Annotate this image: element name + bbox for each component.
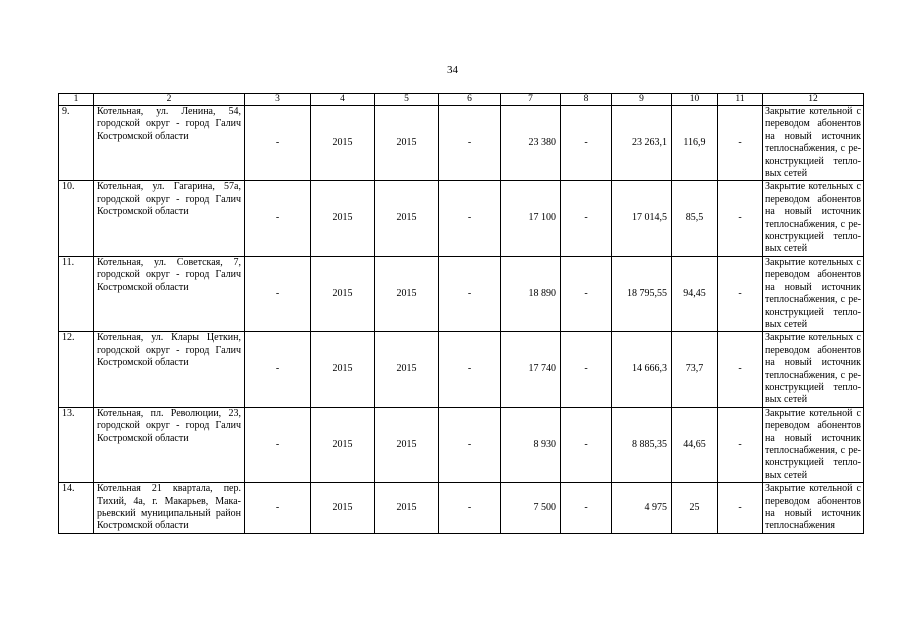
row-number: 10. xyxy=(59,181,94,256)
note-line: переводом абонентов xyxy=(765,269,861,281)
column-header: 5 xyxy=(375,94,439,106)
note-line: вых сетей xyxy=(765,243,808,255)
column-header: 10 xyxy=(672,94,718,106)
note-cell xyxy=(763,181,864,256)
boiler-name: Котельная 21 квартала, пер. Тихий, 4а, г. Макарьев, Мака-рьевский муниципальный район Костромской области xyxy=(94,483,245,534)
boiler-name: Котельная, ул. Гагарина, 57а, городской округ - город Галич Костромской области xyxy=(94,181,245,256)
cell-col7: 23 380 xyxy=(501,106,561,181)
row-number: 12. xyxy=(59,332,94,407)
table-row xyxy=(59,106,864,181)
column-number-row xyxy=(59,94,864,106)
cell-col10: 94,45 xyxy=(672,256,718,331)
note-line: на новый источник xyxy=(765,206,861,218)
cell-col7: 18 890 xyxy=(501,256,561,331)
column-header: 7 xyxy=(501,94,561,106)
cell-col5: 2015 xyxy=(375,106,439,181)
note-line: Закрытие котельных с xyxy=(765,256,861,268)
note-line: Закрытие котельной с xyxy=(765,483,861,495)
cell-col9: 4 975 xyxy=(612,483,672,534)
note-line: вых сетей xyxy=(765,469,808,481)
cell-col11: - xyxy=(718,483,763,534)
note-line: конструкцией тепло- xyxy=(765,155,861,167)
cell-col6: - xyxy=(439,181,501,256)
cell-col8: - xyxy=(561,106,612,181)
cell-col10: 73,7 xyxy=(672,332,718,407)
cell-col11: - xyxy=(718,332,763,407)
table-body xyxy=(59,94,864,534)
column-header: 8 xyxy=(561,94,612,106)
boiler-name: Котельная, ул. Ленина, 54, городской округ - город Галич Костромской области xyxy=(94,106,245,181)
cell-col3: - xyxy=(245,106,311,181)
note-line: вых сетей xyxy=(765,168,808,180)
cell-col10: 85,5 xyxy=(672,181,718,256)
note-line: переводом абонентов xyxy=(765,344,861,356)
note-line: конструкцией тепло- xyxy=(765,457,861,469)
note-line: вых сетей xyxy=(765,318,808,330)
cell-col4: 2015 xyxy=(311,332,375,407)
cell-col5: 2015 xyxy=(375,181,439,256)
boiler-table xyxy=(58,93,864,534)
cell-col8: - xyxy=(561,332,612,407)
note-cell xyxy=(763,332,864,407)
note-line: теплоснабжения, с ре- xyxy=(765,444,861,456)
note-line: конструкцией тепло- xyxy=(765,306,861,318)
cell-col3: - xyxy=(245,332,311,407)
table-row xyxy=(59,407,864,482)
note-line: Закрытие котельной с xyxy=(765,106,861,117)
note-cell xyxy=(763,483,864,534)
cell-col7: 17 740 xyxy=(501,332,561,407)
cell-col5: 2015 xyxy=(375,407,439,482)
table-row xyxy=(59,332,864,407)
page-number: 34 xyxy=(447,64,458,76)
note-line: теплоснабжения, с ре- xyxy=(765,369,861,381)
cell-col6: - xyxy=(439,483,501,534)
cell-col6: - xyxy=(439,332,501,407)
cell-col9: 14 666,3 xyxy=(612,332,672,407)
cell-col9: 8 885,35 xyxy=(612,407,672,482)
note-line: Закрытие котельных с xyxy=(765,332,861,344)
cell-col8: - xyxy=(561,256,612,331)
note-line: вых сетей xyxy=(765,394,808,406)
cell-col5: 2015 xyxy=(375,483,439,534)
column-header: 3 xyxy=(245,94,311,106)
note-line: теплоснабжения, с ре- xyxy=(765,218,861,230)
note-line: на новый источник xyxy=(765,357,861,369)
table-row xyxy=(59,256,864,331)
row-number: 9. xyxy=(59,106,94,181)
cell-col6: - xyxy=(439,256,501,331)
cell-col6: - xyxy=(439,407,501,482)
note-line: теплоснабжения xyxy=(765,520,835,532)
note-line: переводом абонентов xyxy=(765,420,861,432)
column-header: 12 xyxy=(763,94,864,106)
note-line: на новый источник xyxy=(765,432,861,444)
cell-col11: - xyxy=(718,181,763,256)
column-header: 6 xyxy=(439,94,501,106)
cell-col6: - xyxy=(439,106,501,181)
cell-col8: - xyxy=(561,483,612,534)
cell-col4: 2015 xyxy=(311,106,375,181)
cell-col7: 17 100 xyxy=(501,181,561,256)
column-header: 1 xyxy=(59,94,94,106)
cell-col9: 17 014,5 xyxy=(612,181,672,256)
cell-col7: 7 500 xyxy=(501,483,561,534)
column-header: 4 xyxy=(311,94,375,106)
note-line: переводом абонентов xyxy=(765,495,861,507)
row-number: 11. xyxy=(59,256,94,331)
note-cell xyxy=(763,106,864,181)
cell-col10: 116,9 xyxy=(672,106,718,181)
row-number: 14. xyxy=(59,483,94,534)
cell-col8: - xyxy=(561,181,612,256)
note-cell xyxy=(763,256,864,331)
cell-col4: 2015 xyxy=(311,407,375,482)
cell-col10: 44,65 xyxy=(672,407,718,482)
note-line: теплоснабжения, с ре- xyxy=(765,294,861,306)
boiler-name: Котельная, пл. Революции, 23, городской округ - город Галич Костромской области xyxy=(94,407,245,482)
note-line: переводом абонентов xyxy=(765,118,861,130)
cell-col4: 2015 xyxy=(311,181,375,256)
boiler-name: Котельная, ул. Клары Цеткин, городской округ - город Галич Костромской области xyxy=(94,332,245,407)
note-cell xyxy=(763,407,864,482)
table-row xyxy=(59,181,864,256)
note-line: переводом абонентов xyxy=(765,193,861,205)
column-header: 11 xyxy=(718,94,763,106)
cell-col11: - xyxy=(718,106,763,181)
cell-col5: 2015 xyxy=(375,256,439,331)
column-header: 2 xyxy=(94,94,245,106)
cell-col9: 23 263,1 xyxy=(612,106,672,181)
cell-col11: - xyxy=(718,407,763,482)
cell-col9: 18 795,55 xyxy=(612,256,672,331)
cell-col4: 2015 xyxy=(311,256,375,331)
note-line: на новый источник xyxy=(765,130,861,142)
cell-col11: - xyxy=(718,256,763,331)
note-line: Закрытие котельных с xyxy=(765,181,861,193)
cell-col5: 2015 xyxy=(375,332,439,407)
boiler-name: Котельная, ул. Советская, 7, городской округ - город Галич Костромской области xyxy=(94,256,245,331)
cell-col3: - xyxy=(245,256,311,331)
table-row xyxy=(59,483,864,534)
note-line: на новый источник xyxy=(765,508,861,519)
note-line: теплоснабжения, с ре- xyxy=(765,143,861,155)
note-line: конструкцией тепло- xyxy=(765,381,861,393)
note-line: Закрытие котельной с xyxy=(765,407,861,419)
cell-col3: - xyxy=(245,181,311,256)
note-line: на новый источник xyxy=(765,281,861,293)
row-number: 13. xyxy=(59,407,94,482)
cell-col3: - xyxy=(245,407,311,482)
cell-col3: - xyxy=(245,483,311,534)
note-line: конструкцией тепло- xyxy=(765,231,861,243)
cell-col4: 2015 xyxy=(311,483,375,534)
column-header: 9 xyxy=(612,94,672,106)
cell-col8: - xyxy=(561,407,612,482)
cell-col7: 8 930 xyxy=(501,407,561,482)
cell-col10: 25 xyxy=(672,483,718,534)
